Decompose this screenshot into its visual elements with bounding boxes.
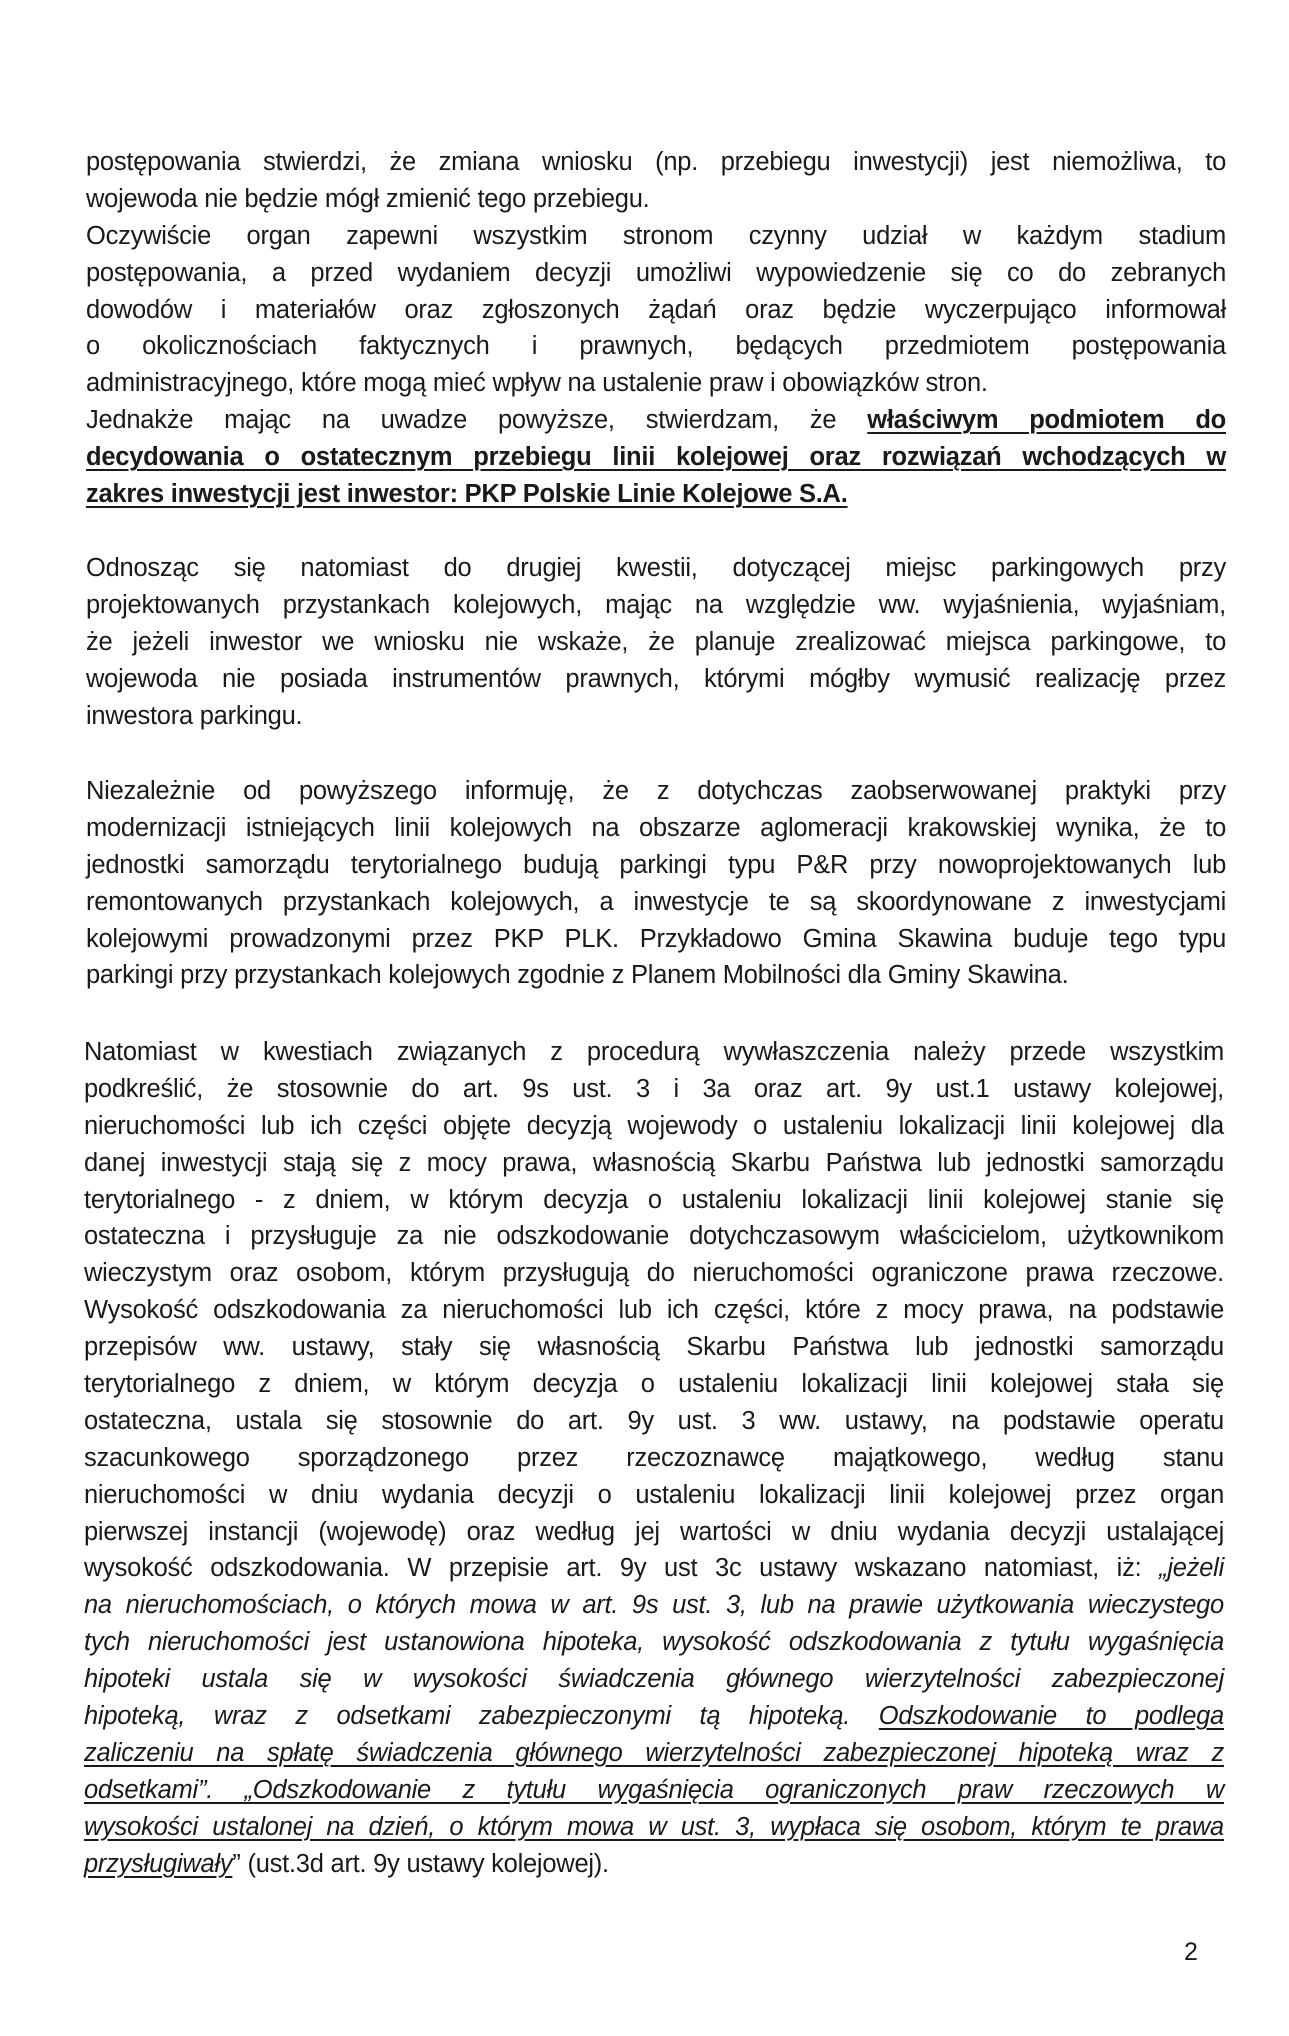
text-segment: postępowania stwierdzi, że zmiana wniosku (np. przebiegu inwestycji) jest niemożliwa, to xyxy=(86,148,1226,176)
text-segment: Natomiast w kwestiach związanych z procedurą wywłaszczenia należy przede wszystkim xyxy=(84,1038,1224,1066)
text-line xyxy=(84,1182,1224,1219)
text-segment: danej inwestycji stają się z mocy prawa, własnością Skarbu Państwa lub jednostki samorządu xyxy=(84,1148,1224,1177)
emphasized-text-segment: zakres inwestycji jest inwestor: PKP Polskie Linie Kolejowe S.A. xyxy=(86,480,848,509)
text-segment: że jeżeli inwestor we wniosku nie wskaże, że planuje zrealizować miejsca parkingowe, to xyxy=(86,627,1226,656)
text-segment: wojewoda nie posiada instrumentów prawnych, którymi mógłby wymusić realizację przez xyxy=(86,664,1226,693)
text-line xyxy=(84,1550,1224,1587)
text-segment: przepisów ww. ustawy, stały się własnością Skarbu Państwa lub jednostki samorządu xyxy=(84,1333,1224,1362)
text-line xyxy=(84,1034,1224,1071)
text-line xyxy=(86,328,1226,365)
text-line xyxy=(84,1698,1224,1735)
text-line xyxy=(86,921,1226,958)
paragraph-expropriation-compensation xyxy=(84,1034,1224,1882)
text-segment: ostateczna i przysługuje za nie odszkodowanie dotychczasowym właścicielom, użytkownikom xyxy=(84,1222,1224,1251)
text-segment: ” (ust.3d art. 9y ustawy kolejowej). xyxy=(232,1849,609,1878)
text-segment: inwestora parkingu. xyxy=(86,701,303,730)
underlined-quote-segment: przysługiwały xyxy=(84,1849,233,1878)
text-line xyxy=(84,1440,1224,1477)
text-segment: podkreślić, że stosownie do art. 9s ust. 3 i 3a oraz art. 9y ust.1 ustawy kolejowej, xyxy=(84,1074,1224,1103)
text-line xyxy=(86,773,1226,810)
text-segment: kolejowymi prowadzonymi przez PKP PLK. Przykładowo Gmina Skawina buduje tego typu xyxy=(86,924,1226,953)
paragraph-decision-authority xyxy=(86,144,1226,513)
paragraph-park-and-ride-practice xyxy=(86,773,1226,994)
text-segment: jednostki samorządu terytorialnego budują parkingi typu P&R przy nowoprojektowanych lub xyxy=(86,850,1226,879)
text-line xyxy=(84,1477,1224,1514)
text-segment: pierwszej instancji (wojewodę) oraz według jej wartości w dniu wydania decyzji ustalającej xyxy=(84,1517,1224,1546)
text-line xyxy=(86,884,1226,921)
text-line xyxy=(84,1108,1224,1145)
text-segment: postępowania, a przed wydaniem decyzji umożliwi wypowiedzenie się co do zebranych xyxy=(86,258,1226,287)
text-line xyxy=(86,144,1226,181)
text-line xyxy=(86,365,1226,402)
text-segment: nieruchomości w dniu wydania decyzji o ustaleniu lokalizacji linii kolejowej przez organ xyxy=(84,1480,1224,1509)
text-segment: nieruchomości lub ich części objęte decyzją wojewody o ustaleniu lokalizacji linii kolejowej dla xyxy=(84,1111,1224,1140)
text-segment: wojewoda nie będzie mógł zmienić tego przebiegu. xyxy=(86,184,650,213)
text-line xyxy=(84,1514,1224,1551)
underlined-quote-segment: Odszkodowanie to podlega xyxy=(878,1702,1224,1731)
quoted-text-segment: hipoteką, wraz z odsetkami zabezpieczonymi tą hipoteką. xyxy=(84,1702,879,1731)
text-segment: Wysokość odszkodowania za nieruchomości lub ich części, które z mocy prawa, na podstawie xyxy=(84,1296,1224,1325)
text-line xyxy=(86,698,1226,735)
quoted-text-segment: hipoteki ustala się w wysokości świadczenia głównego wierzytelności zabezpieczonej xyxy=(84,1665,1224,1694)
text-line xyxy=(84,1403,1224,1440)
underlined-quote-segment: zaliczeniu na spłatę świadczenia głównego wierzytelności zabezpieczonej hipoteką wraz z xyxy=(84,1738,1224,1767)
text-line xyxy=(86,957,1226,994)
text-line xyxy=(86,661,1226,698)
text-line xyxy=(84,1145,1224,1182)
text-segment: wysokość odszkodowania. W przepisie art. 9y ust 3c ustawy wskazano natomiast, iż: xyxy=(84,1554,1160,1583)
text-segment: Odnosząc się natomiast do drugiej kwestii, dotyczącej miejsc parkingowych przy xyxy=(86,554,1226,582)
text-line xyxy=(84,1255,1224,1292)
text-segment: wieczystym oraz osobom, którym przysługują do nieruchomości ograniczone prawa rzeczowe. xyxy=(84,1259,1224,1288)
text-line xyxy=(84,1846,1224,1883)
text-line xyxy=(86,218,1226,255)
text-segment: szacunkowego sporządzonego przez rzeczoznawcę majątkowego, według stanu xyxy=(84,1443,1224,1472)
text-line xyxy=(86,476,1226,513)
text-line xyxy=(86,181,1226,218)
text-line xyxy=(84,1772,1224,1809)
text-segment: Niezależnie od powyższego informuję, że z dotychczas zaobserwowanej praktyki przy xyxy=(86,777,1226,805)
text-line xyxy=(84,1661,1224,1698)
quoted-text-segment: tych nieruchomości jest ustanowiona hipoteka, wysokość odszkodowania z tytułu wygaśnięcia xyxy=(84,1628,1224,1657)
text-line xyxy=(84,1071,1224,1108)
text-line xyxy=(86,847,1226,884)
text-segment: ostateczna, ustala się stosownie do art. 9y ust. 3 ww. ustawy, na podstawie operatu xyxy=(84,1406,1224,1435)
text-line xyxy=(84,1809,1224,1846)
text-line xyxy=(84,1735,1224,1772)
emphasized-text-segment: właściwym podmiotem do xyxy=(867,406,1226,435)
text-segment: modernizacji istniejących linii kolejowych na obszarze aglomeracji krakowskiej wynika, że to xyxy=(86,813,1226,842)
text-segment: Jednakże mając na uwadze powyższe, stwierdzam, że xyxy=(86,406,868,435)
page-number: 2 xyxy=(1184,1938,1198,1966)
text-line xyxy=(86,439,1226,476)
text-segment: remontowanych przystankach kolejowych, a inwestycje te są skoordynowane z inwestycjami xyxy=(86,887,1226,916)
text-segment: Oczywiście organ zapewni wszystkim stronom czynny udział w każdym stadium xyxy=(86,221,1226,250)
text-line xyxy=(84,1218,1224,1255)
quoted-text-segment: „jeżeli xyxy=(1159,1554,1224,1583)
text-line xyxy=(84,1624,1224,1661)
text-line xyxy=(86,402,1226,439)
text-line xyxy=(86,810,1226,847)
text-line xyxy=(86,587,1226,624)
text-line xyxy=(86,550,1226,587)
text-line xyxy=(84,1366,1224,1403)
text-segment: terytorialnego - z dniem, w którym decyzja o ustaleniu lokalizacji linii kolejowej stanie się xyxy=(84,1185,1224,1214)
paragraph-parking-spaces xyxy=(86,550,1226,734)
text-segment: terytorialnego z dniem, w którym decyzja o ustaleniu lokalizacji linii kolejowej stała się xyxy=(84,1370,1224,1399)
text-segment: projektowanych przystankach kolejowych, mając na względzie ww. wyjaśnienia, wyjaśniam, xyxy=(86,590,1226,619)
text-line xyxy=(84,1587,1224,1624)
text-line xyxy=(86,292,1226,329)
text-segment: dowodów i materiałów oraz zgłoszonych żądań oraz będzie wyczerpująco informował xyxy=(86,295,1226,324)
text-line xyxy=(86,624,1226,661)
text-segment: parkingi przy przystankach kolejowych zgodnie z Planem Mobilności dla Gminy Skawina. xyxy=(86,961,1069,990)
text-line xyxy=(86,255,1226,292)
underlined-quote-segment: wysokości ustalonej na dzień, o którym mowa w ust. 3, wypłaca się osobom, którym te prawa xyxy=(84,1812,1224,1841)
text-line xyxy=(84,1292,1224,1329)
quoted-text-segment: na nieruchomościach, o których mowa w art. 9s ust. 3, lub na prawie użytkowania wieczystego xyxy=(84,1591,1224,1620)
underlined-quote-segment: odsetkami”. „Odszkodowanie z tytułu wygaśnięcia ograniczonych praw rzeczowych w xyxy=(84,1775,1224,1804)
text-segment: administracyjnego, które mogą mieć wpływ na ustalenie praw i obowiązków stron. xyxy=(86,369,988,398)
emphasized-text-segment: decydowania o ostatecznym przebiegu linii kolejowej oraz rozwiązań wchodzących w xyxy=(86,443,1226,472)
text-segment: o okolicznościach faktycznych i prawnych, będących przedmiotem postępowania xyxy=(86,332,1226,361)
text-line xyxy=(84,1329,1224,1366)
